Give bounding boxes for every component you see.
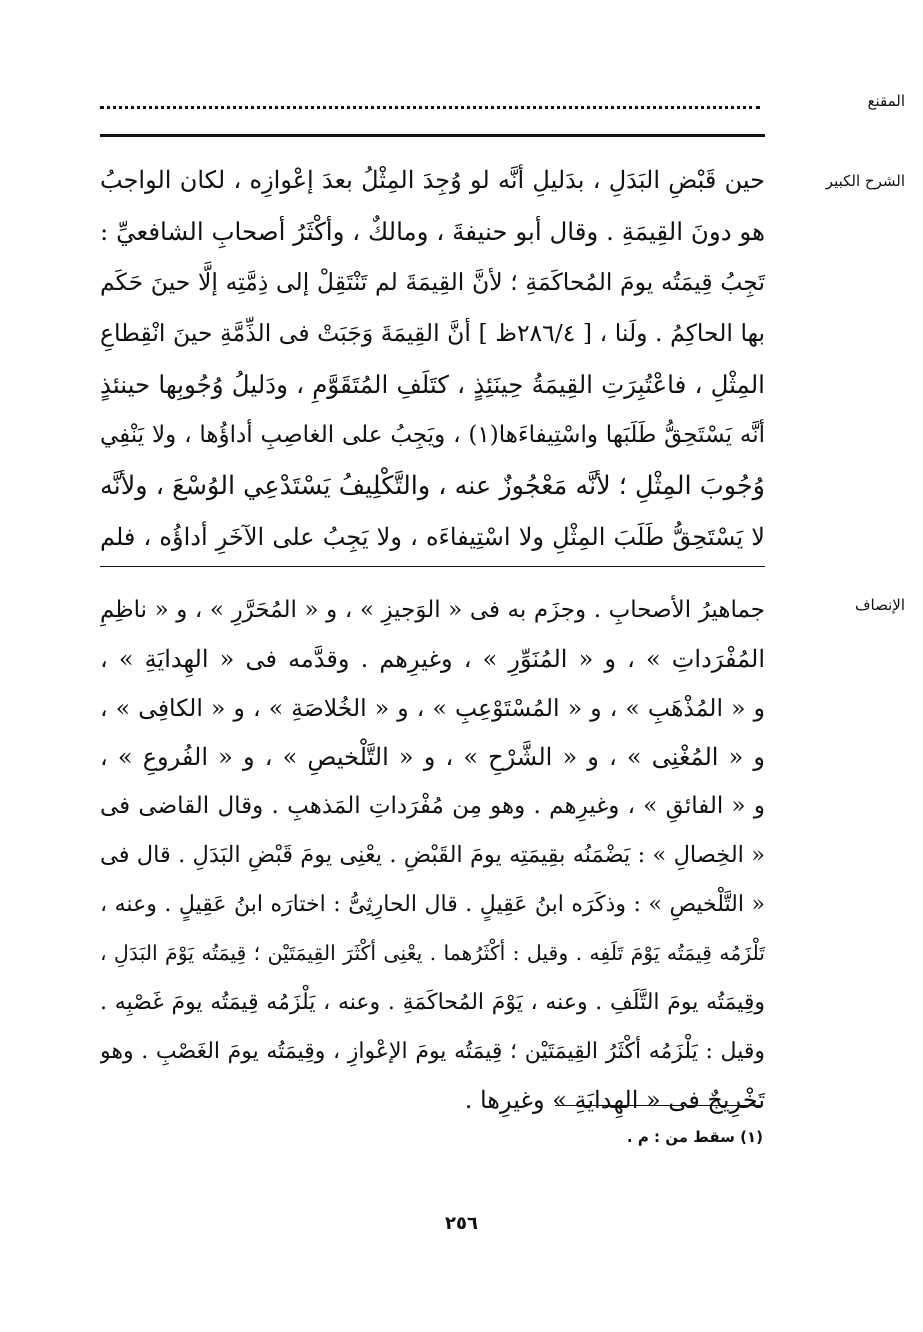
text-line: المِثْلِ ، فاعْتُبِرَتِ القِيمَةُ حِينَئِذٍ ، كتَلَفِ المُتَقَوَّمِ ، ودَليلُ وُجُوبِها حينئذٍ xyxy=(100,370,765,399)
text-line: لا يَسْتَحِقُّ طَلَبَ المِثْلِ ولا اسْتِيفاءَه ، ولا يَجِبُ على الآخَرِ أداؤُه ، فلم xyxy=(100,523,765,551)
text-line: و « الفائقِ » ، وغيرِهم . وهو مِن مُفْرَداتِ المَذهبِ . وقال القاضى فى xyxy=(100,793,765,819)
text-line: وُجُوبَ المِثْلِ ؛ لأنَّه مَعْجُوزٌ عنه ، والتَّكْلِيفُ يَسْتَدْعِي الوُسْعَ ، ولأنَّه xyxy=(100,471,765,501)
sharh-text xyxy=(100,155,765,563)
insaf-text xyxy=(100,586,765,1125)
text-line: هو دونَ القِيمَةِ . وقال أبو حنيفةَ ، ومالكٌ ، وأكْثَرُ أصحابِ الشافعيِّ : xyxy=(100,217,765,246)
insaf-section-label: الإنصاف xyxy=(854,596,905,614)
text-line: وقيل : يَلْزَمُه أكْثَرُ القِيمَتَيْن ؛ قِيمَتُه يومَ الإعْوازِ ، وقِيمَتُه يومَ الغَصْبِ . وهو xyxy=(100,1039,765,1064)
text-line: و « المُذْهَبِ » ، و « المُسْتَوْعِبِ » ، و « الخُلاصَةِ » ، و « الكافِى » ، xyxy=(100,694,765,722)
text-line: « الخِصالِ » : يَضْمَنُه بقِيمَتِه يومَ القَبْضِ . يعْنِى يومَ قَبْضِ البَدَلِ . قال فى xyxy=(100,842,765,868)
text-line: و « المُغْنِى » ، و « الشَّرْحِ » ، و « التَّلْخيصِ » ، و « الفُروعِ » ، xyxy=(100,743,765,771)
text-line: المُفْرَداتِ » ، و « المُنَوِّرِ » ، وغيرِهم . وقدَّمه فى « الهِدايَةِ » ، xyxy=(100,645,765,673)
text-line: وقِيمَتُه يومَ التَّلَفِ . وعنه ، يَوْمَ المُحاكَمَةِ . وعنه ، يَلْزَمُه قِيمَتُه يومَ غَصْبِه . xyxy=(100,990,765,1015)
sharh-section-label: الشرح الكبير xyxy=(825,172,905,190)
text-line: أنَّه يَسْتَحِقُّ طَلَبَها واسْتِيفاءَها(١) ، ويَجِبُ على الغاصِبِ أداؤُها ، ولا يَنْفِي xyxy=(100,422,765,448)
text-line: حين قَبْضِ البَدَلِ ، بدَليلِ أنَّه لو وُجِدَ المِثْلُ بعدَ إعْوازِه ، لكان الواجبُ xyxy=(100,166,765,194)
text-line: « التَّلْخيصِ » : وذكَرَه ابنُ عَقِيلٍ . قال الحارِثِىُّ : اختارَه ابنُ عَقِيلٍ . وعنه ، xyxy=(100,892,765,917)
text-line: جماهيرُ الأصحابِ . وجزَم به فى « الوَجيزِ » ، و « المُحَرَّرِ » ، و « ناظِمِ xyxy=(100,597,765,623)
thick-divider xyxy=(100,134,765,137)
text-line: تَخْرِيجٌ فى « الهِدايَةِ » وغيرِها . xyxy=(464,1086,765,1114)
text-line: بها الحاكِمُ . ولَنا ، [ ٢٨٦/٤ظ ] أنَّ القِيمَةَ وَجَبَتْ فى الذِّمَّةِ حينَ انْقِطاعِ xyxy=(100,319,765,347)
book-title-label: المقنع xyxy=(867,92,905,110)
page-number: ٢٥٦ xyxy=(445,1213,478,1234)
text-line: تَلْزَمُه قِيمَتُه يَوْمَ تَلَفِه . وقيل : أكْثَرُهما . يعْنِى أكْثَرَ القِيمَتَيْن ؛ قِيمَتُه يَوْمَ البَدَلِ ، xyxy=(100,941,765,965)
section-divider xyxy=(100,566,765,567)
dotted-divider xyxy=(100,106,760,109)
text-line: تَجِبُ قِيمَتُه يومَ المُحاكَمَةِ ؛ لأنَّ القِيمَةَ لم تَنْتَقِلْ إلى ذِمَّتِه إلَّا حينَ حَكَم xyxy=(100,268,765,296)
footnote-divider xyxy=(555,1105,763,1106)
footnote: (١) سقط من : م . xyxy=(626,1128,763,1146)
